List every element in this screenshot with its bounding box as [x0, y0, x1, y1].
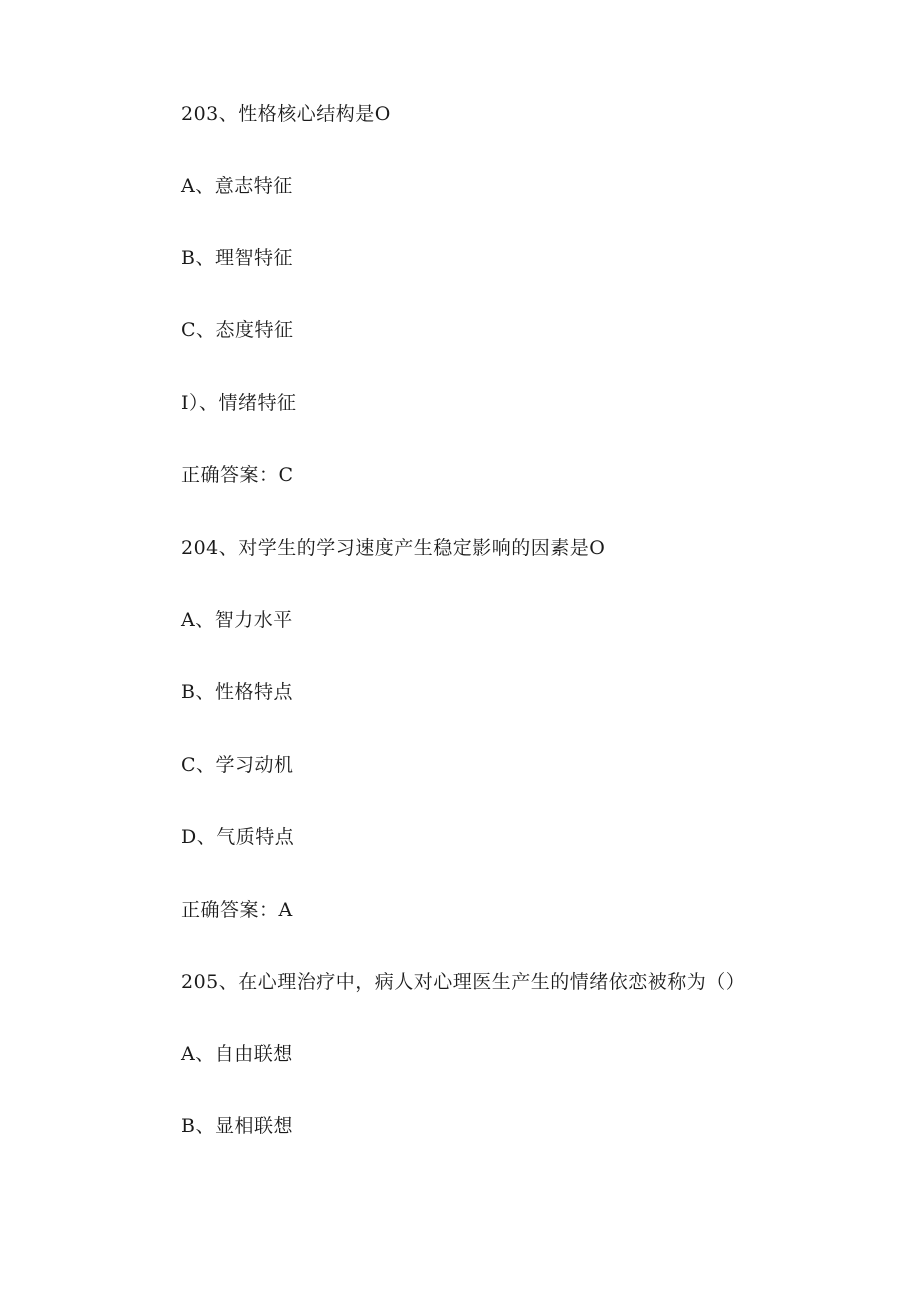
question-204-option-d: D、气质特点 — [181, 826, 295, 848]
question-205-option-b: B、显相联想 — [181, 1115, 293, 1137]
question-203-option-b: B、理智特征 — [181, 247, 293, 269]
question-204-option-a: A、智力水平 — [181, 609, 293, 631]
question-203-stem: 203、性格核心结构是O — [181, 103, 391, 125]
question-203-option-a: A、意志特征 — [181, 175, 293, 197]
question-205-stem: 205、在心理治疗中，病人对心理医生产生的情绪依恋被称为（） — [181, 971, 746, 993]
question-205-option-a: A、自由联想 — [181, 1043, 293, 1065]
question-204-answer: 正确答案：A — [181, 899, 293, 921]
question-203-answer: 正确答案：C — [181, 464, 294, 486]
question-203-option-d: I）、情绪特征 — [181, 392, 297, 414]
question-203-option-c: C、态度特征 — [181, 319, 294, 341]
question-204-option-b: B、性格特点 — [181, 681, 293, 703]
question-204-option-c: C、学习动机 — [181, 754, 294, 776]
question-204-stem: 204、对学生的学习速度产生稳定影响的因素是O — [181, 537, 606, 559]
